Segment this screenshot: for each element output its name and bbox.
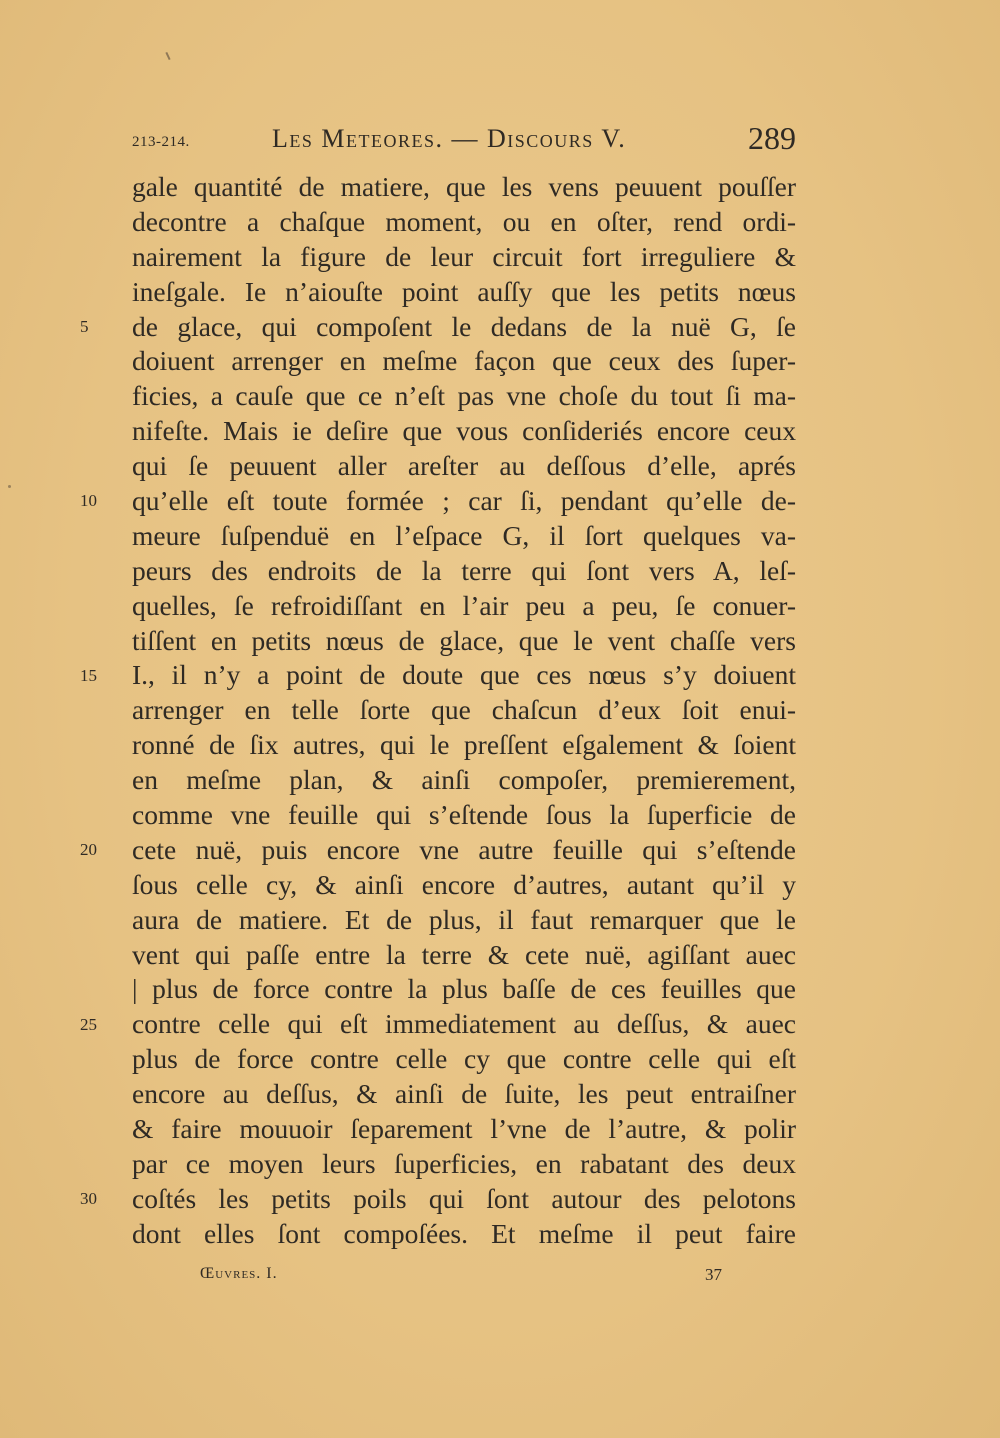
- text-line-content: nairement la figure de leur circuit fort irreguliere &: [132, 240, 796, 272]
- text-line-content: arrenger en telle ſorte que chaſcun d’eux ſoit enui-: [132, 694, 796, 726]
- text-line-content: en meſme plan, & ainſi compoſer, premierement,: [132, 764, 796, 796]
- text-line-content: meure ſuſpenduë en l’eſpace G, il ſort quelques va-: [132, 519, 796, 551]
- text-line: [132, 972, 796, 1007]
- text-line-content: comme vne feuille qui s’eſtende ſous la ſuperficie de: [132, 799, 796, 831]
- header-page-reference: 213-214.: [132, 134, 190, 150]
- line-number: 10: [80, 491, 97, 511]
- paper-speck: [165, 52, 170, 60]
- text-line-content: decontre a chaſque moment, ou en oſter, rend ordi-: [132, 205, 796, 237]
- text-line: [132, 1077, 796, 1112]
- text-line: [132, 170, 796, 205]
- text-line-content: peurs des endroits de la terre qui ſont vers A, leſ-: [132, 554, 796, 586]
- line-number: 15: [80, 665, 97, 685]
- text-line-content: coſtés les petits poils qui ſont autour des pelotons: [132, 1182, 796, 1214]
- text-line: [132, 624, 796, 659]
- text-line-content: doiuent arrenger en meſme façon que ceux des ſuper-: [132, 345, 796, 377]
- text-line: [132, 868, 796, 903]
- header-title: Les Meteores. — Discours V.: [272, 124, 627, 153]
- text-line: [132, 903, 796, 938]
- text-line: [132, 240, 796, 275]
- footer-signature: Œuvres. I.: [200, 1265, 278, 1282]
- text-line-content: cete nuë, puis encore vne autre feuille qui s’eſtende: [132, 833, 796, 865]
- text-line-content: dont elles ſont compoſées. Et meſme il peut faire: [132, 1217, 796, 1249]
- text-line-content: encore au deſſus, & ainſi de ſuite, les peut entraiſner: [132, 1078, 796, 1110]
- text-line-content: de glace, qui compoſent le dedans de la nuë G, ſe: [132, 310, 796, 342]
- text-line: [132, 519, 796, 554]
- line-number: 25: [80, 1014, 97, 1034]
- page-footer: [200, 1265, 740, 1295]
- text-line: [132, 1147, 796, 1182]
- text-line-content: ineſgale. Ie n’aiouſte point auſſy que les petits nœus: [132, 275, 796, 307]
- text-line: [132, 658, 796, 693]
- text-line: [132, 763, 796, 798]
- text-line: [132, 728, 796, 763]
- body-text: [132, 170, 796, 1252]
- text-line: [132, 379, 796, 414]
- text-line: [132, 1217, 796, 1252]
- text-line: [132, 414, 796, 449]
- text-line-content: & faire mouuoir ſeparement l’vne de l’autre, & polir: [132, 1113, 796, 1145]
- text-line: [132, 833, 796, 868]
- text-line-content: gale quantité de matiere, que les vens peuuent pouſſer: [132, 171, 796, 202]
- text-line: [132, 310, 796, 345]
- text-line: [132, 693, 796, 728]
- text-line: [132, 589, 796, 624]
- text-line-content: quelles, ſe refroidiſſant en l’air peu a peu, ſe conuer-: [132, 589, 796, 621]
- page-number: 289: [748, 120, 796, 156]
- text-line: [132, 1042, 796, 1077]
- text-line: [132, 484, 796, 519]
- text-line: [132, 554, 796, 589]
- text-line: [132, 938, 796, 973]
- text-line-content: aura de matiere. Et de plus, il faut remarquer que le: [132, 903, 796, 935]
- text-line-content: vent qui paſſe entre la terre & cete nuë, agiſſant auec: [132, 938, 796, 970]
- text-line-content: ficies, a cauſe que ce n’eſt pas vne choſe du tout ſi ma-: [132, 380, 796, 412]
- text-line: [132, 275, 796, 310]
- paper-speck: [8, 485, 11, 488]
- text-line-content: plus de force contre celle cy que contre celle qui eſt: [132, 1043, 796, 1075]
- text-line: [132, 205, 796, 240]
- text-line: [132, 1182, 796, 1217]
- line-number: 30: [80, 1189, 97, 1209]
- text-line: [132, 1112, 796, 1147]
- text-line: [132, 1007, 796, 1042]
- text-line-content: I., il n’y a point de doute que ces nœus s’y doiuent: [132, 659, 796, 691]
- text-line-content: ſous celle cy, & ainſi encore d’autres, autant qu’il y: [132, 868, 796, 900]
- text-line-content: qu’elle eſt toute formée ; car ſi, pendant qu’elle de-: [132, 485, 796, 517]
- text-line-content: qui ſe peuuent aller areſter au deſſous d’elle, aprés: [132, 450, 796, 482]
- text-line-content: contre celle qui eſt immediatement au deſſus, & auec: [132, 1008, 796, 1040]
- text-line: [132, 449, 796, 484]
- text-line: [132, 344, 796, 379]
- text-line: [132, 798, 796, 833]
- text-line-content: | plus de force contre la plus baſſe de ces feuilles que: [132, 973, 796, 1005]
- line-number: 5: [80, 316, 89, 336]
- footer-sheet-number: 37: [705, 1265, 722, 1284]
- line-number: 20: [80, 840, 97, 860]
- text-line-content: nifeſte. Mais ie deſire que vous conſideriés encore ceux: [132, 415, 796, 447]
- text-line-content: ronné de ſix autres, qui le preſſent eſgalement & ſoient: [132, 729, 796, 761]
- text-line-content: par ce moyen leurs ſuperficies, en rabatant des deux: [132, 1147, 796, 1179]
- running-header: [132, 118, 800, 162]
- text-line-content: tiſſent en petits nœus de glace, que le vent chaſſe vers: [132, 624, 796, 656]
